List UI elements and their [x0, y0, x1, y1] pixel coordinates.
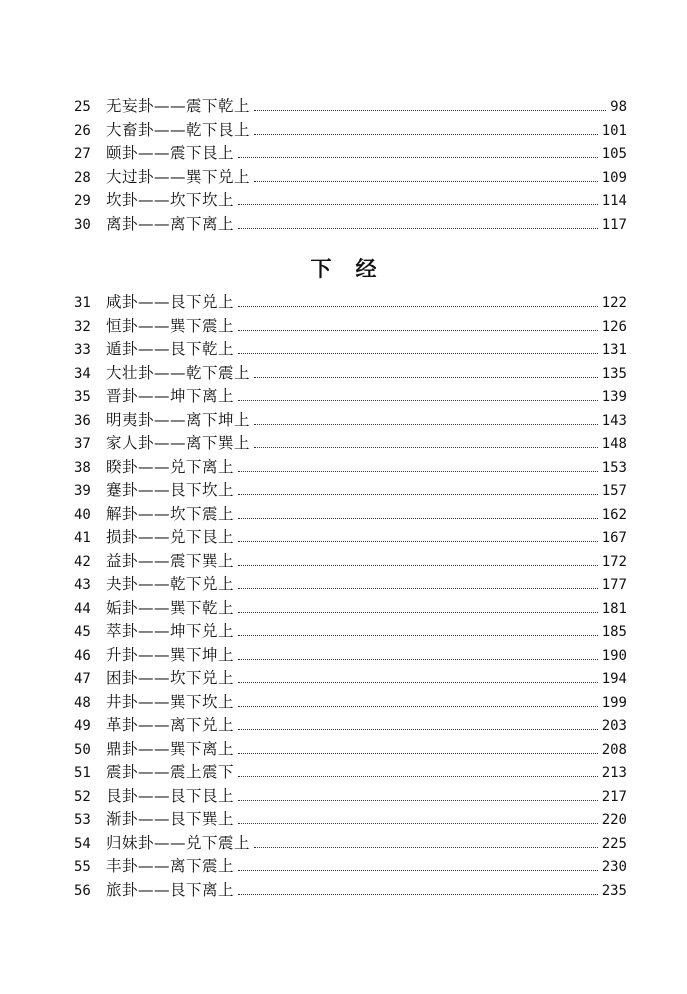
dot-leader	[238, 894, 598, 895]
entry-number: 27	[74, 146, 91, 162]
dot-leader	[238, 800, 598, 801]
dot-leader	[238, 157, 598, 158]
toc-entry[interactable]	[74, 166, 627, 190]
toc-entry[interactable]	[74, 479, 627, 503]
entry-title: 坎卦——坎下坎上	[106, 191, 235, 209]
dot-leader	[238, 612, 598, 613]
entry-page-number: 109	[601, 169, 627, 186]
entry-page-number: 162	[601, 506, 627, 523]
toc-entry[interactable]	[74, 503, 627, 527]
entry-title: 离卦——离下离上	[106, 214, 235, 233]
entry-page-number: 122	[601, 295, 627, 311]
entry-page-number: 177	[601, 577, 627, 593]
dot-leader	[238, 659, 598, 660]
entry-number: 44	[74, 600, 91, 617]
entry-title: 解卦——坎下震上	[106, 504, 235, 523]
entry-title: 颐卦——震下艮上	[106, 144, 235, 162]
entry-number: 33	[74, 342, 91, 358]
entry-page-number: 114	[601, 193, 627, 209]
entry-title: 无妄卦——震下乾上	[106, 97, 251, 115]
entry-page-number: 143	[601, 412, 627, 429]
entry-page-number: 135	[601, 365, 627, 382]
dot-leader	[238, 471, 598, 472]
entry-page-number: 185	[601, 624, 627, 640]
dot-leader	[238, 400, 598, 401]
toc-entry[interactable]	[74, 432, 627, 456]
toc-entry[interactable]	[74, 189, 627, 213]
dot-leader	[238, 565, 598, 566]
entry-page-number: 217	[601, 788, 627, 805]
entry-number: 34	[74, 365, 91, 382]
toc-entry[interactable]	[74, 142, 627, 166]
entry-page-number: 225	[601, 835, 627, 852]
toc-entry[interactable]	[74, 667, 627, 691]
entry-page-number: 190	[601, 647, 627, 664]
dot-leader	[238, 682, 598, 683]
toc-entry[interactable]	[74, 95, 627, 119]
entry-page-number: 235	[601, 882, 627, 899]
toc-entry[interactable]	[74, 808, 627, 832]
entry-page-number: 98	[610, 99, 627, 115]
entry-title: 旅卦——艮下离上	[106, 880, 235, 899]
entry-page-number: 220	[601, 812, 627, 828]
toc-entry[interactable]	[74, 644, 627, 668]
dot-leader	[238, 776, 598, 777]
entry-title: 家人卦——离下巽上	[106, 434, 251, 452]
toc-entry[interactable]	[74, 573, 627, 597]
toc-entry[interactable]	[74, 526, 627, 550]
dot-leader	[238, 541, 598, 542]
toc-entry[interactable]	[74, 338, 627, 362]
dot-leader	[238, 330, 598, 331]
dot-leader	[238, 588, 598, 589]
entry-number: 38	[74, 459, 91, 476]
entry-page-number: 230	[601, 859, 627, 875]
entry-title: 损卦——兑下艮上	[106, 528, 235, 546]
entry-title: 革卦——离下兑上	[106, 716, 235, 734]
toc-entry[interactable]	[74, 119, 627, 143]
entry-number: 55	[74, 859, 91, 875]
entry-title: 蹇卦——艮下坎上	[106, 481, 235, 499]
entry-number: 41	[74, 530, 91, 546]
entry-page-number: 208	[601, 741, 627, 758]
entry-title: 大畜卦——乾下艮上	[106, 120, 251, 139]
dot-leader	[254, 134, 598, 135]
dot-leader	[238, 706, 598, 707]
dot-leader	[238, 753, 598, 754]
dot-leader	[238, 823, 598, 824]
entry-page-number: 172	[601, 553, 627, 570]
entry-number: 29	[74, 193, 91, 209]
entry-number: 56	[74, 882, 91, 899]
entry-number: 39	[74, 483, 91, 499]
toc-entry[interactable]	[74, 738, 627, 762]
dot-leader	[238, 494, 598, 495]
dot-leader	[254, 447, 598, 448]
entry-page-number: 203	[601, 718, 627, 734]
entry-title: 咸卦——艮下兑上	[106, 293, 235, 311]
entry-page-number: 101	[601, 122, 627, 139]
entry-number: 26	[74, 122, 91, 139]
entry-number: 49	[74, 718, 91, 734]
entry-page-number: 199	[601, 694, 627, 711]
entry-title: 夬卦——乾下兑上	[106, 575, 235, 593]
entry-number: 30	[74, 216, 91, 233]
entry-page-number: 117	[601, 216, 627, 233]
dot-leader	[238, 353, 598, 354]
entry-title: 艮卦——艮下艮上	[106, 786, 235, 805]
entry-page-number: 105	[601, 146, 627, 162]
dot-leader	[238, 306, 598, 307]
toc-entry[interactable]	[74, 550, 627, 574]
entry-title: 萃卦——坤下兑上	[106, 622, 235, 640]
entry-number: 50	[74, 741, 91, 758]
entry-number: 25	[74, 99, 91, 115]
toc-entry[interactable]	[74, 879, 627, 903]
entry-page-number: 194	[601, 671, 627, 687]
entry-title: 升卦——巽下坤上	[106, 645, 235, 664]
dot-leader	[238, 228, 598, 229]
entry-number: 45	[74, 624, 91, 640]
entry-page-number: 181	[601, 600, 627, 617]
entry-title: 归妹卦——兑下震上	[106, 833, 251, 852]
entry-number: 32	[74, 318, 91, 335]
entry-number: 40	[74, 506, 91, 523]
entry-title: 丰卦——离下震上	[106, 857, 235, 875]
entry-number: 42	[74, 553, 91, 570]
entry-page-number: 213	[601, 765, 627, 781]
toc-entry[interactable]	[74, 409, 627, 433]
entry-title: 渐卦——艮下巽上	[106, 810, 235, 828]
entry-page-number: 153	[601, 459, 627, 476]
entry-number: 52	[74, 788, 91, 805]
entry-page-number: 167	[601, 530, 627, 546]
entry-title: 鼎卦——巽下离上	[106, 739, 235, 758]
entry-title: 益卦——震下巽上	[106, 551, 235, 570]
toc-entry[interactable]	[74, 291, 627, 315]
toc-entry[interactable]	[74, 315, 627, 339]
entry-number: 47	[74, 671, 91, 687]
entry-title: 明夷卦——离下坤上	[106, 410, 251, 429]
entry-title: 困卦——坎下兑上	[106, 669, 235, 687]
entry-number: 36	[74, 412, 91, 429]
toc-entry[interactable]	[74, 855, 627, 879]
toc-entry[interactable]	[74, 597, 627, 621]
entry-title: 井卦——巽下坎上	[106, 692, 235, 711]
toc-entry[interactable]	[74, 456, 627, 480]
entry-number: 51	[74, 765, 91, 781]
toc-entry[interactable]	[74, 362, 627, 386]
section-heading: 下经	[310, 257, 401, 281]
toc-entry[interactable]	[74, 785, 627, 809]
entry-title: 恒卦——巽下震上	[106, 316, 235, 335]
entry-title: 大壮卦——乾下震上	[106, 363, 251, 382]
toc-entry[interactable]	[74, 691, 627, 715]
toc-entry[interactable]	[74, 714, 627, 738]
entry-number: 43	[74, 577, 91, 593]
dot-leader	[238, 518, 598, 519]
entry-number: 46	[74, 647, 91, 664]
entry-page-number: 139	[601, 389, 627, 405]
entry-number: 48	[74, 694, 91, 711]
dot-leader	[238, 204, 598, 205]
dot-leader	[254, 110, 606, 111]
entry-number: 53	[74, 812, 91, 828]
toc-entry[interactable]	[74, 213, 627, 237]
dot-leader	[254, 181, 598, 182]
toc-entry[interactable]	[74, 620, 627, 644]
entry-title: 震卦——震上震下	[106, 763, 235, 781]
entry-number: 31	[74, 295, 91, 311]
toc-lower-list	[74, 291, 627, 902]
toc-entry[interactable]	[74, 385, 627, 409]
dot-leader	[254, 847, 598, 848]
dot-leader	[238, 635, 598, 636]
entry-page-number: 126	[601, 318, 627, 335]
toc-entry[interactable]	[74, 832, 627, 856]
entry-page-number: 148	[601, 436, 627, 452]
dot-leader	[238, 870, 598, 871]
entry-title: 大过卦——巽下兑上	[106, 167, 251, 186]
entry-title: 睽卦——兑下离上	[106, 457, 235, 476]
entry-number: 37	[74, 436, 91, 452]
entry-page-number: 131	[601, 342, 627, 358]
toc-entry[interactable]	[74, 761, 627, 785]
entry-title: 姤卦——巽下乾上	[106, 598, 235, 617]
entry-number: 28	[74, 169, 91, 186]
dot-leader	[254, 377, 598, 378]
entry-page-number: 157	[601, 483, 627, 499]
toc-upper-list	[74, 95, 627, 236]
entry-title: 晋卦——坤下离上	[106, 387, 235, 405]
dot-leader	[238, 729, 598, 730]
entry-number: 35	[74, 389, 91, 405]
entry-title: 遁卦——艮下乾上	[106, 340, 235, 358]
entry-number: 54	[74, 835, 91, 852]
dot-leader	[254, 424, 598, 425]
